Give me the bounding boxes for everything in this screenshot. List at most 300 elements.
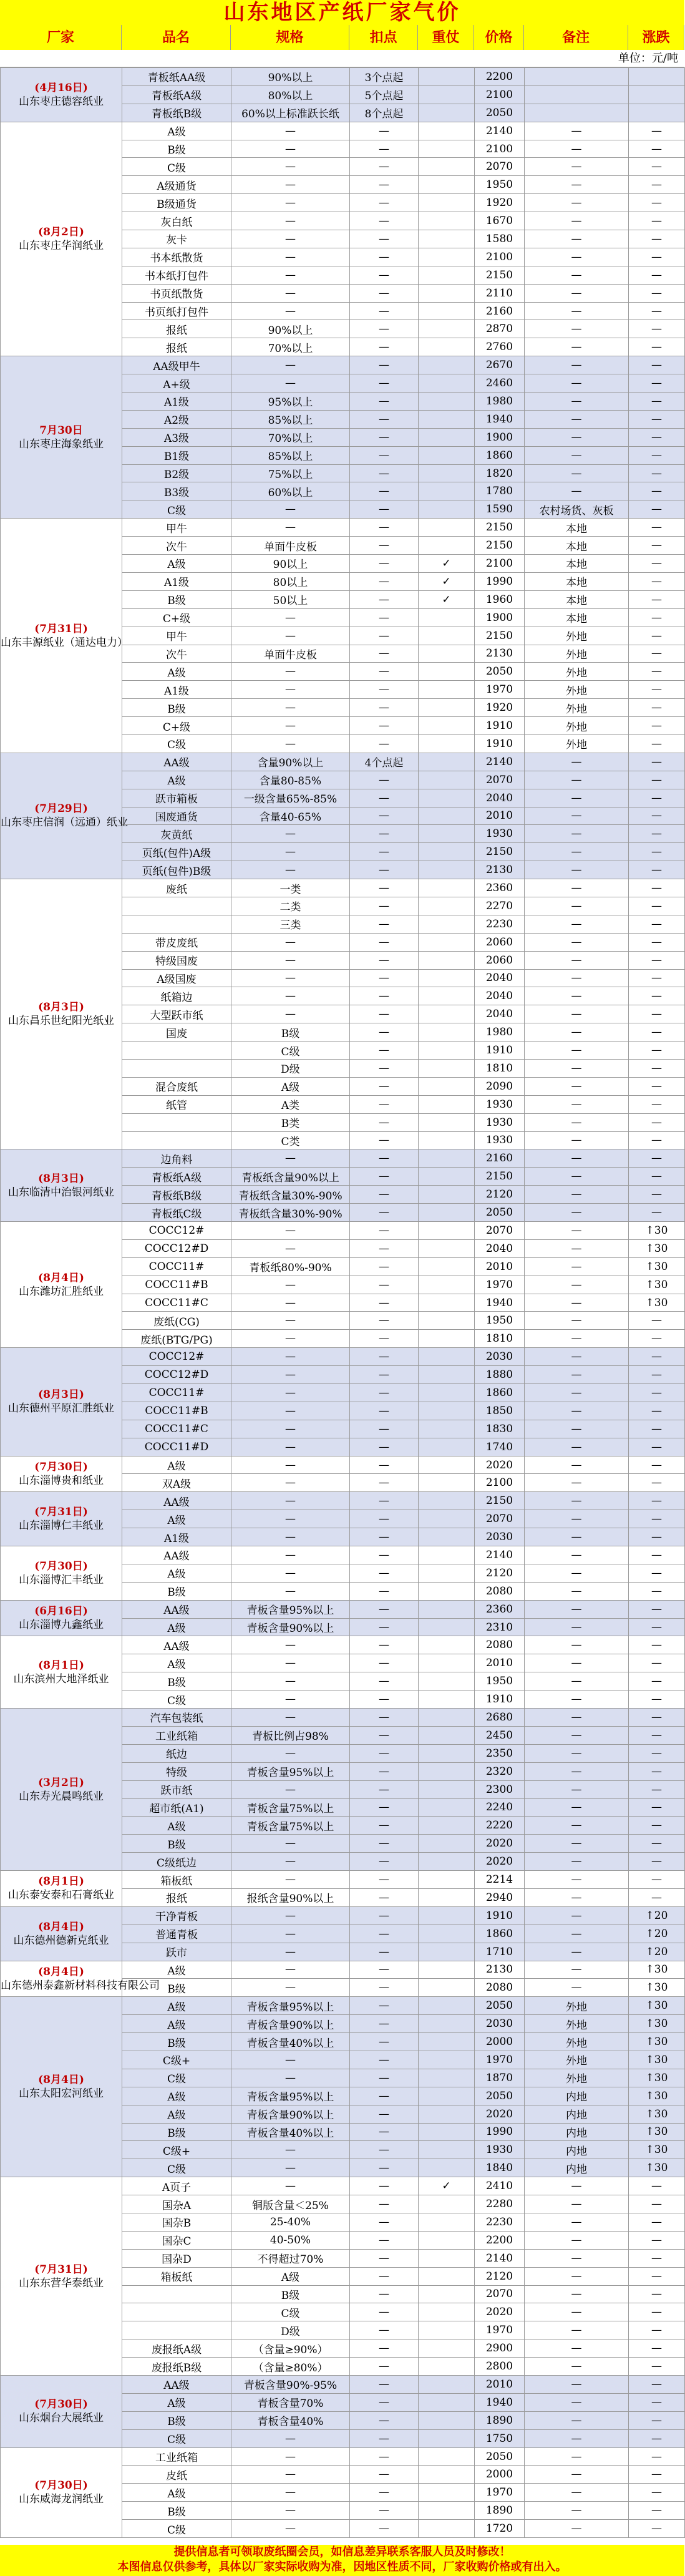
factory-name: 山东淄博仁丰纸业 xyxy=(19,1520,104,1533)
product-cell: 次牛 xyxy=(122,645,231,663)
price-cell: 2100 xyxy=(475,1474,525,1492)
price-cell: 2010 xyxy=(475,1654,525,1672)
remark-cell: — xyxy=(525,374,629,393)
factory-cell xyxy=(1,2447,122,2537)
change-cell: — xyxy=(629,1528,685,1546)
deduction-cell: — xyxy=(350,825,419,843)
remark-cell: — xyxy=(525,2358,629,2376)
change-cell: ↑30 xyxy=(629,2123,685,2141)
spec-cell: — xyxy=(231,1438,350,1456)
product-cell: C级 xyxy=(122,500,231,519)
heavy-cell xyxy=(419,1402,475,1420)
change-cell: — xyxy=(629,1582,685,1600)
heavy-cell xyxy=(419,1366,475,1384)
table-row xyxy=(1,1600,685,1618)
spec-cell: — xyxy=(231,1835,350,1853)
spec-cell: — xyxy=(231,1744,350,1762)
product-cell: COCC12#D xyxy=(122,1239,231,1257)
spec-cell: 80%以上 xyxy=(231,85,350,104)
change-cell: — xyxy=(629,987,685,1005)
heavy-cell xyxy=(419,1294,475,1312)
spec-cell: — xyxy=(231,2069,350,2087)
remark-cell: 内地 xyxy=(525,2105,629,2123)
change-cell: ↑30 xyxy=(629,2105,685,2123)
remark-cell: — xyxy=(525,1906,629,1925)
product-cell: COCC11#C xyxy=(122,1294,231,1312)
price-cell: 1820 xyxy=(475,464,525,482)
change-cell: ↑20 xyxy=(629,1925,685,1943)
change-cell: ↑20 xyxy=(629,1943,685,1961)
product-cell: 国废通货 xyxy=(122,807,231,825)
deduction-cell: — xyxy=(350,1618,419,1636)
change-cell xyxy=(629,104,685,122)
spec-cell: 青板含量95%以上 xyxy=(231,1600,350,1618)
remark-cell: — xyxy=(525,1817,629,1835)
remark-cell: — xyxy=(525,1042,629,1060)
spec-cell: — xyxy=(231,1402,350,1420)
spec-cell: — xyxy=(231,2159,350,2177)
heavy-cell xyxy=(419,2484,475,2502)
price-cell: 2030 xyxy=(475,1528,525,1546)
heavy-cell xyxy=(419,1312,475,1330)
change-cell: — xyxy=(629,2393,685,2411)
change-cell: — xyxy=(629,699,685,717)
product-cell: A级 xyxy=(122,1654,231,1672)
change-cell: — xyxy=(629,1492,685,1510)
factory-date: (7月29日) xyxy=(34,803,88,816)
change-cell: — xyxy=(629,1005,685,1023)
spec-cell: 85%以上 xyxy=(231,410,350,428)
heavy-cell xyxy=(419,1835,475,1853)
change-cell: — xyxy=(629,2429,685,2447)
price-cell: 2310 xyxy=(475,1618,525,1636)
remark-cell xyxy=(525,68,629,86)
spec-cell: — xyxy=(231,825,350,843)
price-cell: 1860 xyxy=(475,446,525,464)
price-cell: 2020 xyxy=(475,1456,525,1474)
product-cell: B级 xyxy=(122,1582,231,1600)
change-cell: — xyxy=(629,2213,685,2231)
remark-cell: — xyxy=(525,1186,629,1204)
remark-cell: — xyxy=(525,789,629,807)
factory-name: 山东枣庄海象纸业 xyxy=(19,437,104,451)
heavy-cell xyxy=(419,428,475,446)
deduction-cell: — xyxy=(350,843,419,861)
spec-cell: 青板含量95%以上 xyxy=(231,1762,350,1780)
spec-cell: — xyxy=(231,843,350,861)
spec-cell: 铜版含量＜25% xyxy=(231,2195,350,2213)
remark-cell: — xyxy=(525,356,629,374)
spec-cell: — xyxy=(231,1780,350,1798)
change-cell: — xyxy=(629,1474,685,1492)
factory-cell xyxy=(1,356,122,519)
remark-cell: — xyxy=(525,1744,629,1762)
remark-cell: — xyxy=(525,266,629,284)
product-cell: A级 xyxy=(122,1618,231,1636)
remark-cell: — xyxy=(525,843,629,861)
product-cell: 国杂D xyxy=(122,2249,231,2267)
deduction-cell: — xyxy=(350,356,419,374)
price-cell: 2010 xyxy=(475,1257,525,1276)
spec-cell: — xyxy=(231,1312,350,1330)
remark-cell xyxy=(525,104,629,122)
price-cell: 2040 xyxy=(475,789,525,807)
remark-cell: — xyxy=(525,212,629,230)
product-cell xyxy=(122,1113,231,1131)
price-cell: 2160 xyxy=(475,1149,525,1168)
spec-cell: — xyxy=(231,1709,350,1727)
price-cell: 2010 xyxy=(475,807,525,825)
remark-cell: — xyxy=(525,879,629,897)
change-cell: — xyxy=(629,1690,685,1709)
deduction-cell: — xyxy=(350,1979,419,1997)
change-cell: — xyxy=(629,248,685,266)
remark-cell: — xyxy=(525,861,629,879)
spec-cell: D级 xyxy=(231,2321,350,2339)
deduction-cell: — xyxy=(350,1780,419,1798)
change-cell: — xyxy=(629,338,685,356)
price-cell: 1810 xyxy=(475,1330,525,1348)
change-cell: — xyxy=(629,2358,685,2376)
heavy-cell xyxy=(419,1726,475,1744)
price-cell: 2090 xyxy=(475,1077,525,1095)
remark-cell: — xyxy=(525,1709,629,1727)
remark-cell: — xyxy=(525,1330,629,1348)
product-cell: 国杂C xyxy=(122,2231,231,2249)
spec-cell: — xyxy=(231,1871,350,1889)
product-cell: 次牛 xyxy=(122,537,231,555)
remark-cell: — xyxy=(525,1888,629,1906)
spec-cell: 70%以上 xyxy=(231,338,350,356)
deduction-cell: — xyxy=(350,1906,419,1925)
deduction-cell: — xyxy=(350,1276,419,1294)
change-cell: — xyxy=(629,1366,685,1384)
table-header xyxy=(0,25,684,50)
remark-cell: 外地 xyxy=(525,734,629,753)
price-cell: 2060 xyxy=(475,933,525,951)
price-cell: 2120 xyxy=(475,1186,525,1204)
product-cell: COCC12# xyxy=(122,1222,231,1240)
product-cell: 青板纸B级 xyxy=(122,104,231,122)
factory-date: (6月16日) xyxy=(34,1605,88,1618)
deduction-cell: — xyxy=(350,2285,419,2303)
price-cell: 2140 xyxy=(475,2249,525,2267)
deduction-cell: — xyxy=(350,2015,419,2033)
price-cell: 2050 xyxy=(475,2087,525,2105)
remark-cell: — xyxy=(525,1149,629,1168)
price-cell: 2140 xyxy=(475,1546,525,1564)
product-cell: B级 xyxy=(122,1979,231,1997)
price-cell: 2120 xyxy=(475,2267,525,2285)
spec-cell: — xyxy=(231,302,350,320)
deduction-cell: — xyxy=(350,1131,419,1149)
table-row xyxy=(1,1871,685,1889)
spec-cell: 70%以上 xyxy=(231,428,350,446)
change-cell: ↑30 xyxy=(629,2015,685,2033)
header-heavy: 重仗 xyxy=(418,25,474,50)
product-cell: 青板纸C级 xyxy=(122,1204,231,1222)
product-cell: COCC12# xyxy=(122,1348,231,1366)
price-cell: 1810 xyxy=(475,1059,525,1077)
price-cell: 2240 xyxy=(475,1798,525,1817)
deduction-cell: — xyxy=(350,2033,419,2051)
heavy-cell xyxy=(419,1276,475,1294)
deduction-cell: — xyxy=(350,1798,419,1817)
product-cell xyxy=(122,2303,231,2321)
deduction-cell: — xyxy=(350,410,419,428)
deduction-cell: — xyxy=(350,2195,419,2213)
change-cell: — xyxy=(629,194,685,212)
change-cell: — xyxy=(629,717,685,735)
table-row xyxy=(1,519,685,537)
price-cell: 1980 xyxy=(475,1023,525,1042)
change-cell: — xyxy=(629,537,685,555)
change-cell: — xyxy=(629,284,685,302)
deduction-cell: — xyxy=(350,933,419,951)
spec-cell: — xyxy=(231,356,350,374)
spec-cell: 单面牛皮板 xyxy=(231,645,350,663)
remark-cell: 农村场货、灰板 xyxy=(525,500,629,519)
change-cell: — xyxy=(629,2339,685,2358)
change-cell: ↑30 xyxy=(629,1979,685,1997)
heavy-cell xyxy=(419,2087,475,2105)
change-cell: — xyxy=(629,969,685,987)
product-cell: A+级 xyxy=(122,374,231,393)
heavy-cell xyxy=(419,645,475,663)
factory-name: 山东威海龙润纸业 xyxy=(19,2493,104,2506)
deduction-cell: — xyxy=(350,1510,419,1528)
table-row xyxy=(1,2376,685,2394)
price-cell: 1880 xyxy=(475,1366,525,1384)
change-cell: — xyxy=(629,2321,685,2339)
heavy-cell xyxy=(419,1420,475,1438)
factory-date: (7月30日) xyxy=(34,2398,88,2411)
deduction-cell: — xyxy=(350,2249,419,2267)
change-cell: — xyxy=(629,2484,685,2502)
heavy-cell xyxy=(419,356,475,374)
deduction-cell: — xyxy=(350,1654,419,1672)
product-cell: C级+ xyxy=(122,2141,231,2159)
deduction-cell: — xyxy=(350,500,419,519)
change-cell: — xyxy=(629,482,685,500)
price-cell: 2460 xyxy=(475,374,525,393)
product-cell: 皮纸 xyxy=(122,2466,231,2484)
remark-cell: — xyxy=(525,1005,629,1023)
deduction-cell: — xyxy=(350,1925,419,1943)
deduction-cell: — xyxy=(350,1186,419,1204)
deduction-cell: — xyxy=(350,1582,419,1600)
price-cell: 2010 xyxy=(475,2376,525,2394)
spec-cell: 50以上 xyxy=(231,590,350,608)
spec-cell: D级 xyxy=(231,1059,350,1077)
factory-date: (7月30日) xyxy=(34,2479,88,2492)
factory-date: (7月31日) xyxy=(34,622,88,635)
factory-date: (8月4日) xyxy=(38,1920,84,1933)
change-cell: — xyxy=(629,140,685,158)
product-cell: 带皮废纸 xyxy=(122,933,231,951)
product-cell: A2级 xyxy=(122,410,231,428)
change-cell: — xyxy=(629,1113,685,1131)
spec-cell: 青板含量70% xyxy=(231,2393,350,2411)
price-cell: 2100 xyxy=(475,248,525,266)
remark-cell: — xyxy=(525,1438,629,1456)
change-cell: — xyxy=(629,446,685,464)
spec-cell: — xyxy=(231,2141,350,2159)
header-product: 品名 xyxy=(122,25,231,50)
factory-cell xyxy=(1,879,122,1149)
factory-cell xyxy=(1,1961,160,1997)
change-cell: — xyxy=(629,1744,685,1762)
remark-cell: — xyxy=(525,897,629,915)
deduction-cell: — xyxy=(350,861,419,879)
product-cell: 大型跃市纸 xyxy=(122,1005,231,1023)
remark-cell: — xyxy=(525,987,629,1005)
product-cell: A级 xyxy=(122,2484,231,2502)
heavy-cell xyxy=(419,2123,475,2141)
factory-name: 山东滨州大地泽纸业 xyxy=(13,1672,109,1686)
deduction-cell: — xyxy=(350,987,419,1005)
product-cell: A级 xyxy=(122,1961,231,1979)
price-cell: 1900 xyxy=(475,428,525,446)
remark-cell: — xyxy=(525,1168,629,1186)
remark-cell: — xyxy=(525,176,629,194)
heavy-cell xyxy=(419,1979,475,1997)
price-cell: 2200 xyxy=(475,2231,525,2249)
change-cell: — xyxy=(629,2376,685,2394)
deduction-cell: — xyxy=(350,2123,419,2141)
remark-cell: 外地 xyxy=(525,645,629,663)
product-cell: 纸管 xyxy=(122,1095,231,1113)
remark-cell: 外地 xyxy=(525,663,629,681)
heavy-cell xyxy=(419,1005,475,1023)
product-cell: B级 xyxy=(122,699,231,717)
deduction-cell: — xyxy=(350,717,419,735)
deduction-cell: 4个点起 xyxy=(350,753,419,771)
factory-date: (8月4日) xyxy=(38,1271,84,1284)
change-cell: — xyxy=(629,1888,685,1906)
change-cell: — xyxy=(629,1456,685,1474)
heavy-cell xyxy=(419,1131,475,1149)
price-cell: 2050 xyxy=(475,104,525,122)
factory-date: (8月4日) xyxy=(38,2074,84,2087)
change-cell: — xyxy=(629,681,685,699)
change-cell: — xyxy=(629,1600,685,1618)
product-cell: AA级 xyxy=(122,2376,231,2394)
price-cell: 2680 xyxy=(475,1709,525,1727)
remark-cell: — xyxy=(525,1835,629,1853)
spec-cell: 青板含量75%以上 xyxy=(231,1817,350,1835)
spec-cell: 一类 xyxy=(231,879,350,897)
product-cell: 工业纸箱 xyxy=(122,1726,231,1744)
spec-cell: 青板纸含量30%-90% xyxy=(231,1186,350,1204)
spec-cell: B级 xyxy=(231,1023,350,1042)
product-cell: AA级 xyxy=(122,1636,231,1654)
price-cell: 2150 xyxy=(475,266,525,284)
change-cell: — xyxy=(629,1564,685,1582)
deduction-cell: — xyxy=(350,969,419,987)
price-cell: 2020 xyxy=(475,2105,525,2123)
heavy-cell xyxy=(419,861,475,879)
table-row xyxy=(1,1709,685,1727)
price-cell: 2100 xyxy=(475,85,525,104)
heavy-cell xyxy=(419,2249,475,2267)
deduction-cell: — xyxy=(350,2087,419,2105)
change-cell: — xyxy=(629,1762,685,1780)
change-cell: — xyxy=(629,2502,685,2520)
deduction-cell: — xyxy=(350,428,419,446)
product-cell: 灰卡 xyxy=(122,230,231,248)
change-cell: — xyxy=(629,825,685,843)
price-cell: 2020 xyxy=(475,1835,525,1853)
factory-name: 山东淄博贵和纸业 xyxy=(19,1474,104,1487)
change-cell: — xyxy=(629,734,685,753)
remark-cell: — xyxy=(525,1943,629,1961)
remark-cell: — xyxy=(525,1546,629,1564)
price-cell: 1920 xyxy=(475,699,525,717)
product-cell: 废纸(BTG/PG) xyxy=(122,1330,231,1348)
price-cell: 1950 xyxy=(475,1312,525,1330)
spec-cell: A级 xyxy=(231,2267,350,2285)
product-cell: A级 xyxy=(122,2393,231,2411)
change-cell: — xyxy=(629,1798,685,1817)
deduction-cell: — xyxy=(350,951,419,969)
remark-cell: — xyxy=(525,2213,629,2231)
heavy-cell xyxy=(419,1654,475,1672)
change-cell: — xyxy=(629,572,685,590)
change-cell: ↑30 xyxy=(629,2051,685,2069)
remark-cell xyxy=(525,85,629,104)
remark-cell: — xyxy=(525,771,629,789)
change-cell: — xyxy=(629,2303,685,2321)
product-cell: A1级 xyxy=(122,1528,231,1546)
product-cell: COCC11#B xyxy=(122,1276,231,1294)
price-cell: 2270 xyxy=(475,897,525,915)
spec-cell: — xyxy=(231,2502,350,2520)
remark-cell: — xyxy=(525,158,629,176)
deduction-cell: — xyxy=(350,2177,419,2195)
remark-cell: 内地 xyxy=(525,2141,629,2159)
price-cell: 2140 xyxy=(475,122,525,140)
heavy-cell xyxy=(419,212,475,230)
price-cell: 1590 xyxy=(475,500,525,519)
product-cell: A级 xyxy=(122,663,231,681)
deduction-cell: 8个点起 xyxy=(350,104,419,122)
heavy-cell xyxy=(419,1744,475,1762)
deduction-cell: — xyxy=(350,1384,419,1402)
spec-cell: 青板含量90%以上 xyxy=(231,2105,350,2123)
product-cell: 国杂A xyxy=(122,2195,231,2213)
deduction-cell: — xyxy=(350,1997,419,2015)
spec-cell: — xyxy=(231,1582,350,1600)
heavy-cell xyxy=(419,1222,475,1240)
remark-cell: — xyxy=(525,969,629,987)
header-price: 价格 xyxy=(474,25,524,50)
table-row xyxy=(1,1997,685,2015)
table-row xyxy=(1,356,685,374)
price-cell: 1970 xyxy=(475,1276,525,1294)
spec-cell: — xyxy=(231,663,350,681)
price-cell: 2800 xyxy=(475,2358,525,2376)
factory-name: 山东德州德新克纸业 xyxy=(13,1934,109,1947)
product-cell: 工业纸箱 xyxy=(122,2447,231,2466)
product-cell: B1级 xyxy=(122,446,231,464)
remark-cell: — xyxy=(525,2520,629,2538)
table-row xyxy=(1,1636,685,1654)
remark-cell: — xyxy=(525,302,629,320)
heavy-cell xyxy=(419,1113,475,1131)
product-cell: B级 xyxy=(122,1835,231,1853)
product-cell: 甲牛 xyxy=(122,519,231,537)
